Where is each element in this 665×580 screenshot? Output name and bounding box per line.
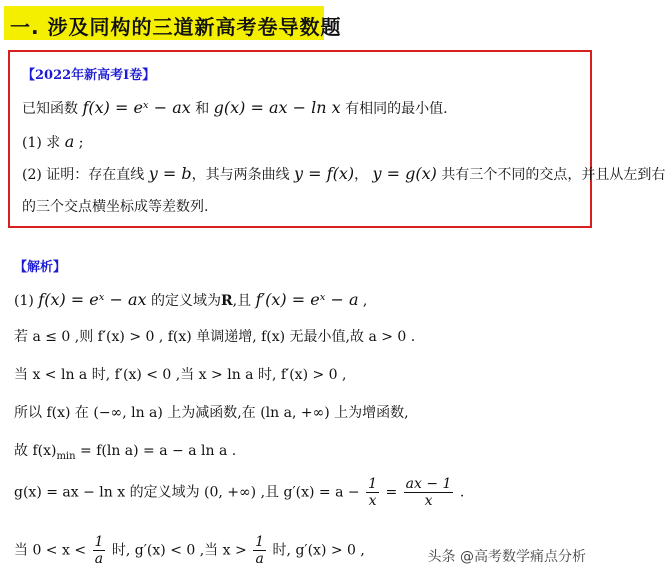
l1-text-b: 的定义域为 <box>146 293 222 309</box>
watermark: 头条 @高考数学痛点分析 <box>427 549 586 565</box>
problem-part-2 <box>22 164 665 184</box>
problem-statement <box>22 98 448 118</box>
l7-frac2-den: a <box>255 551 264 567</box>
part2-line: y = b <box>148 164 192 183</box>
l1-real-set: R <box>221 293 233 309</box>
l6-frac1-num: 1 <box>368 476 377 492</box>
part2-text-a: (2) 证明：存在直线 <box>22 167 149 183</box>
part1-variable: a <box>64 132 75 151</box>
part2-text-c: 共有三个不同的交点，并且从左到右 <box>436 167 665 183</box>
l1-fprime: f′(x) = eˣ − a <box>255 290 359 309</box>
solution-line-5 <box>14 440 236 462</box>
statement-text-c: 有相同的最小值. <box>340 101 448 117</box>
part2-curve-f: y = f(x) <box>294 164 355 183</box>
l1-f: f(x) = eˣ − ax <box>38 290 147 309</box>
l6-fraction-1 <box>366 476 379 509</box>
l7-text-b: 时, g′(x) < 0 ,当 x > <box>107 542 252 559</box>
l5-text-b: = f(ln a) = a − a ln a . <box>75 443 237 459</box>
part2-sep: ， <box>354 167 373 183</box>
solution-line-6 <box>14 476 464 509</box>
l1-prefix: (1) <box>14 293 39 309</box>
l5-text-a: 故 f(x) <box>14 443 57 459</box>
l6-frac2-num: ax − 1 <box>405 476 452 492</box>
l6-fraction-2 <box>404 476 454 509</box>
solution-line-7 <box>14 534 365 567</box>
l7-frac1-den: a <box>94 551 104 567</box>
problem-part-1 <box>22 132 83 152</box>
l1-text-c: ,且 <box>232 293 256 309</box>
page-title: 一. 涉及同构的三道新高考卷导数题 <box>10 15 342 39</box>
l6-frac2-den: x <box>424 493 433 509</box>
solution-line-4: 所以 f(x) 在 (−∞, ln a) 上为减函数,在 (ln a, +∞) 上为增函数, <box>14 405 409 421</box>
solution-line-3: 当 x < ln a 时, f′(x) < 0 ,当 x > ln a 时, f′(x) > 0 , <box>14 367 347 383</box>
part2-curve-g: y = g(x) <box>372 164 437 183</box>
statement-text-a: 已知函数 <box>22 101 83 117</box>
l7-text-a: 当 0 < x < <box>14 542 91 559</box>
solution-line-1 <box>14 290 367 310</box>
problem-part-2-cont: 的三个交点横坐标成等差数列. <box>22 199 209 215</box>
l1-text-d: , <box>358 293 368 309</box>
problem-box <box>8 50 665 228</box>
statement-text-b: 和 <box>190 101 214 117</box>
f-definition: f(x) = eˣ − ax <box>82 98 191 117</box>
problem-source: 【2022年新高考Ⅰ卷】 <box>22 68 156 83</box>
l7-fraction-2 <box>253 534 266 567</box>
l7-text-c: 时, g′(x) > 0 , <box>268 542 365 559</box>
l7-fraction-1 <box>93 534 106 567</box>
l7-frac2-num: 1 <box>255 534 265 550</box>
part1-text: (1) 求 <box>22 135 65 151</box>
solution-line-2: 若 a ≤ 0 ,则 f′(x) > 0 , f(x) 单调递增, f(x) 无最小值,故 a > 0 . <box>14 329 416 345</box>
l6-text-a: g(x) = ax − ln x 的定义域为 (0, +∞) ,且 g′(x) = a − <box>14 484 365 501</box>
l6-frac1-den: x <box>368 493 377 509</box>
part2-text-b: ，其与两条曲线 <box>191 167 295 183</box>
g-definition: g(x) = ax − ln x <box>213 98 341 117</box>
l7-frac1-num: 1 <box>94 534 104 550</box>
l6-text-b: = <box>381 484 402 501</box>
solution-heading: 【解析】 <box>14 260 67 275</box>
part1-end: ; <box>74 135 84 151</box>
l5-subscript: min <box>56 450 76 462</box>
l6-text-c: . <box>455 484 465 501</box>
